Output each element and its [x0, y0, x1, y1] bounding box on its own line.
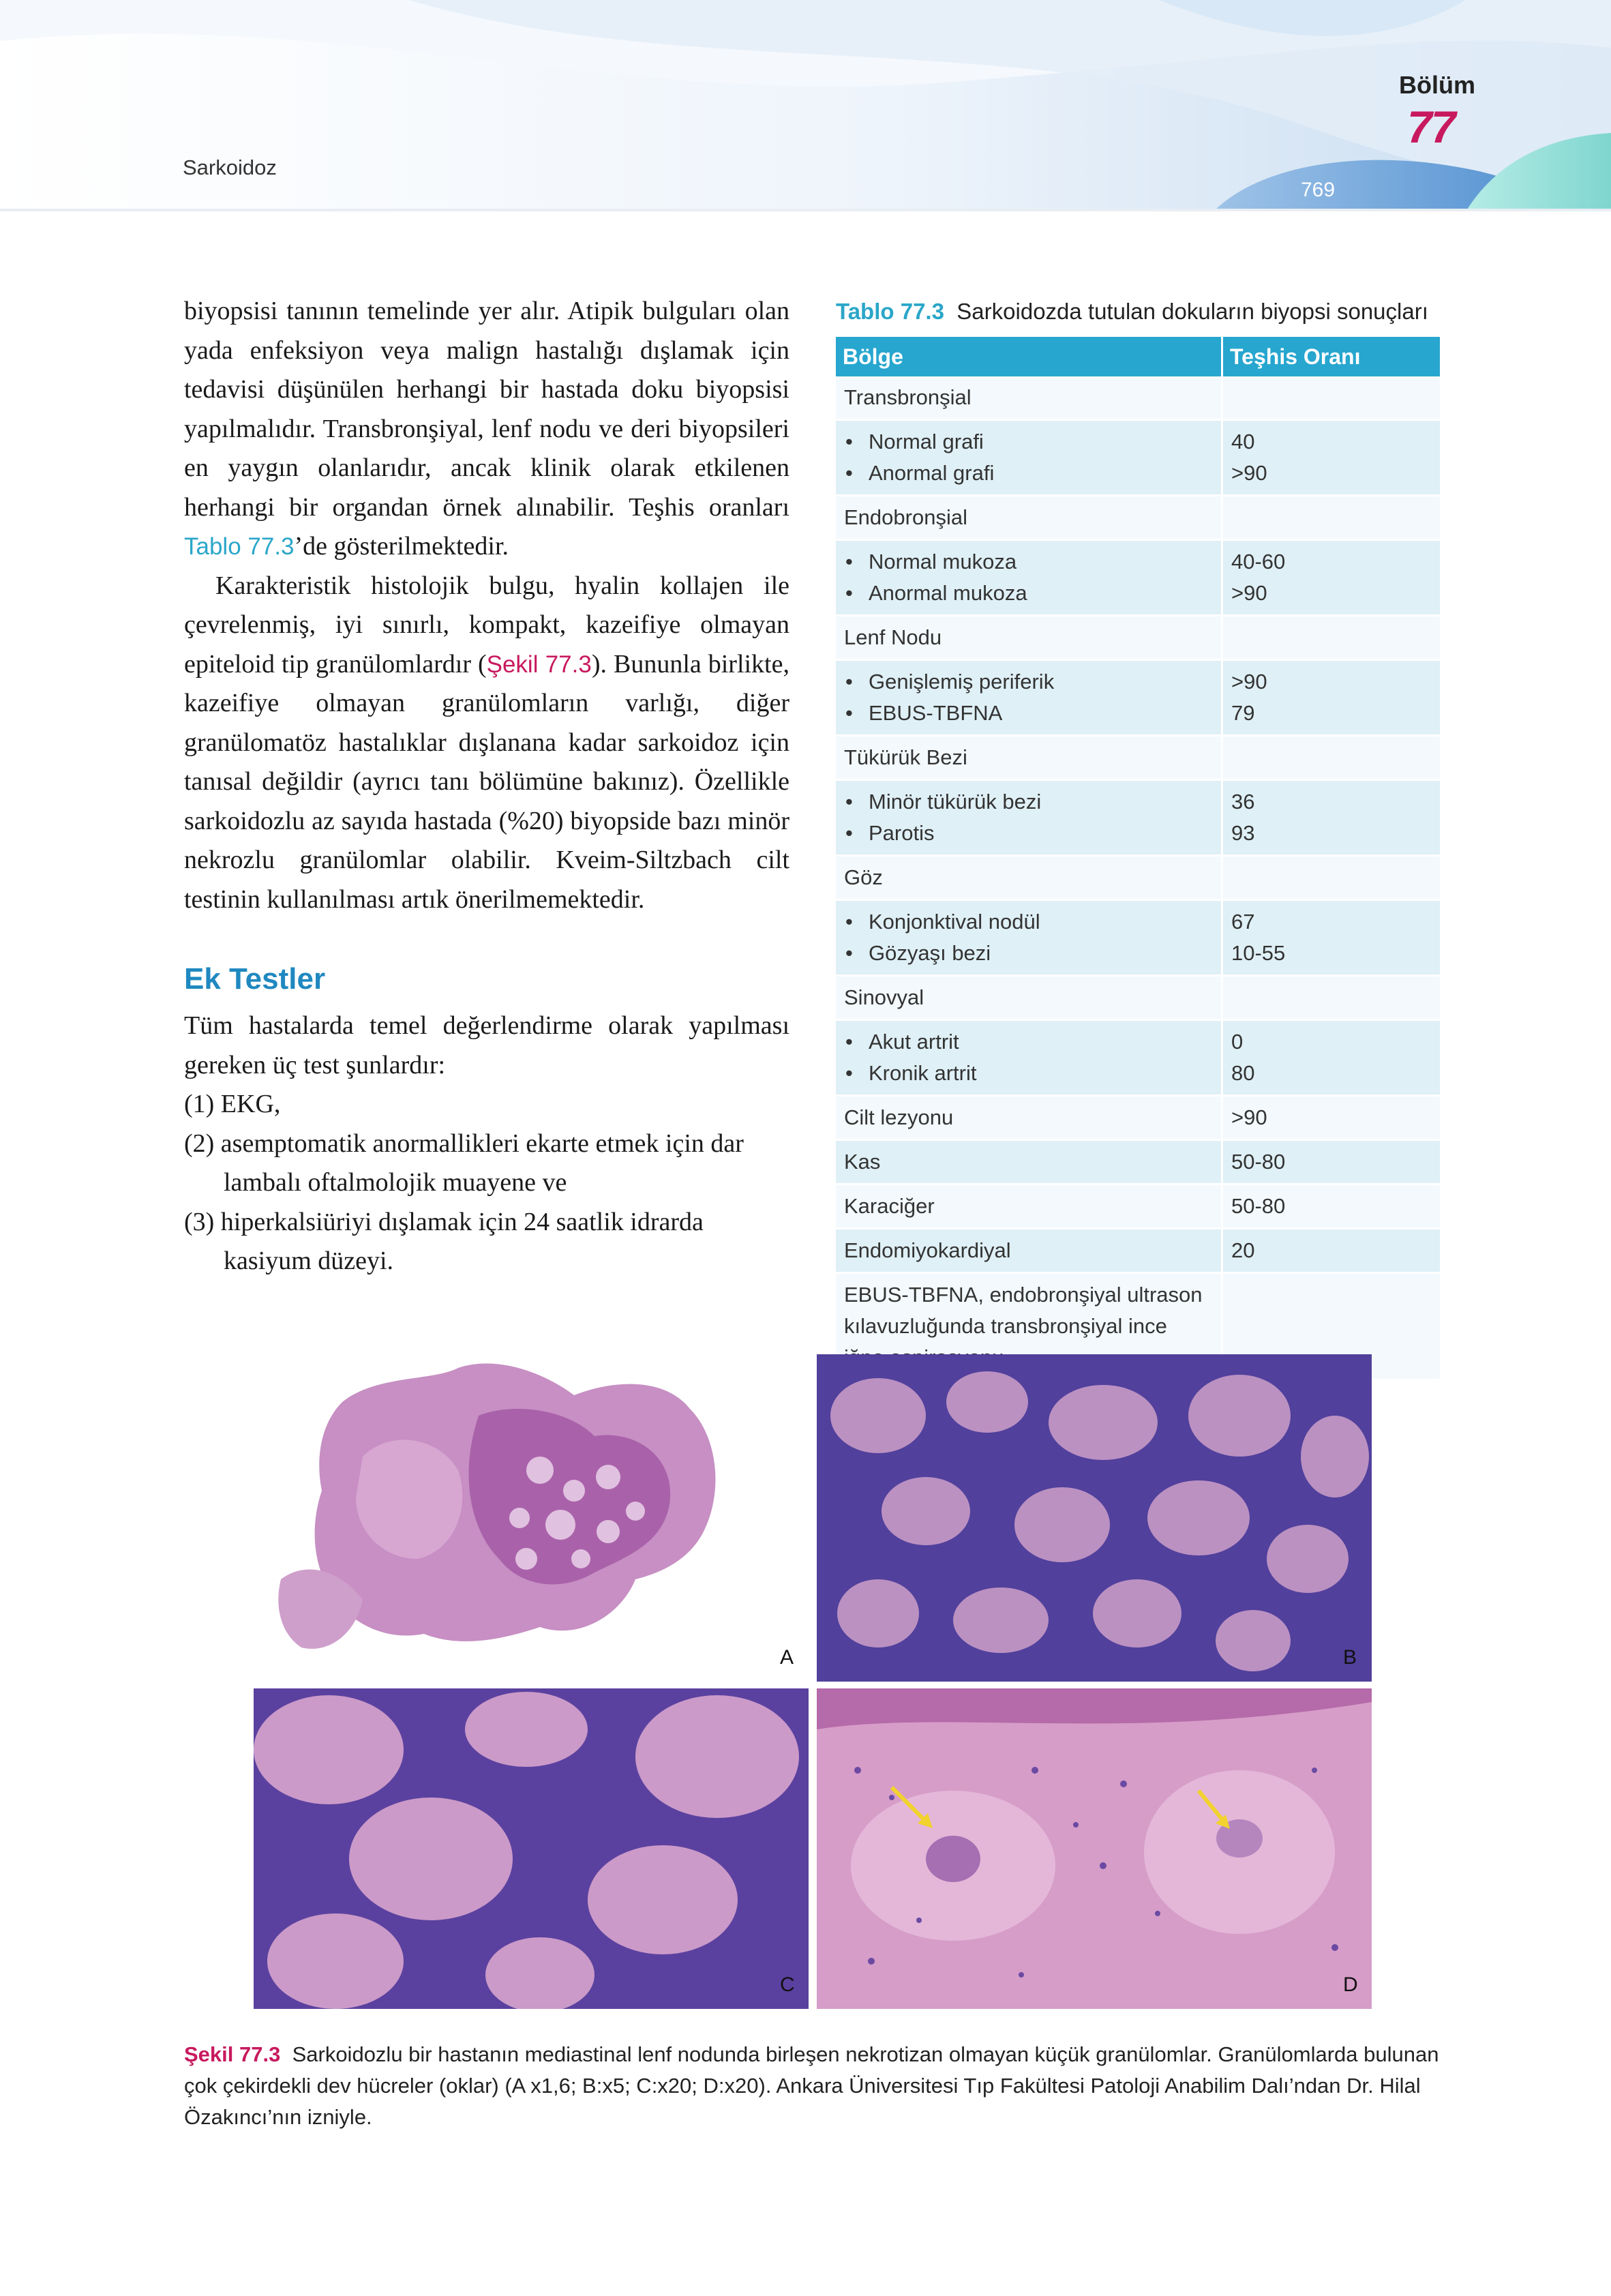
- figure-reference-link[interactable]: Şekil 77.3: [486, 651, 592, 678]
- table-item-label: • Anormal grafi: [844, 458, 1213, 489]
- figure-caption: [184, 2039, 1441, 2133]
- panel-label-a: A: [780, 1646, 794, 1669]
- panel-c-image: [254, 1688, 809, 2009]
- table-value: 67: [1231, 910, 1255, 934]
- table-caption-text: Sarkoidozda tutulan dokuların biyopsi sonuçları: [957, 299, 1428, 324]
- table-row: [836, 540, 1440, 616]
- panel-d-image: [817, 1688, 1372, 2009]
- table-value: 40: [1231, 430, 1255, 453]
- table-group-row: [836, 376, 1440, 420]
- test-list-item: (1) EKG,: [184, 1090, 281, 1118]
- group-label: Transbronşial: [836, 376, 1222, 420]
- table-item-label: • Konjonktival nodül: [844, 906, 1213, 938]
- table-item-label: Karaciğer: [836, 1184, 1222, 1229]
- table-item-label: • Kronik artrit: [844, 1058, 1213, 1089]
- table-value: >90: [1231, 581, 1267, 605]
- panel-b-image: [817, 1354, 1372, 1682]
- table-row: [836, 1140, 1440, 1184]
- histology-panel-b: [817, 1354, 1372, 1682]
- test-list-item: (2) asemptomatik anormallikleri ekarte etmek için dar lambalı oftalmolojik muayene ve: [184, 1129, 744, 1197]
- table-item-label: • Gözyaşı bezi: [844, 938, 1213, 969]
- table-item-label: Kas: [836, 1140, 1222, 1184]
- table-footnote: EBUS-TBFNA, endobronşiyal ultrason kılavuzluğunda transbronşiyal ince: [836, 1273, 1222, 1380]
- paragraph-1-start: biyopsisi tanının temelinde yer alır. Atipik bulguları olan yada enfeksiyon veya malign hastalığı dışlamak için tedavisi düşünülen herhangi bir hastada doku biyopsisi yapılmalıdır. Transbronşiyal, lenf nodu ve deri biyopsileri en yaygın olanlarıdır, ancak klinik olarak etkilenen herhangi bir organdan örnek alınabilir. Teşhis oranları: [184, 297, 789, 522]
- table-value: 50-80: [1222, 1184, 1441, 1229]
- table-row: [836, 1020, 1440, 1096]
- table-value: 10-55: [1231, 941, 1286, 965]
- table-item-label: • Normal grafi: [844, 426, 1213, 458]
- body-text-column: [184, 292, 789, 1281]
- panel-label-b: B: [1343, 1646, 1357, 1669]
- table-value: 20: [1222, 1229, 1441, 1273]
- column-header-diagnostic-rate: Teşhis Oranı: [1222, 337, 1441, 376]
- figure-caption-label: Şekil 77.3: [184, 2042, 281, 2066]
- paragraph-1: [184, 292, 789, 567]
- table-row: [836, 1184, 1440, 1229]
- table-value: 93: [1231, 821, 1255, 845]
- paragraph-3: Tüm hastalarda temel değerlendirme olarak yapılması gereken üç test şunlardır:: [184, 1011, 789, 1079]
- table-item-label: Cilt lezyonu: [836, 1096, 1222, 1140]
- running-title: Sarkoidoz: [183, 155, 277, 179]
- histology-panel-d: [817, 1688, 1372, 2009]
- chapter-number: 77: [1407, 102, 1455, 152]
- panel-label-d: D: [1343, 1973, 1358, 1996]
- table-item-label: • Anormal mukoza: [844, 578, 1213, 609]
- table-value: 0: [1231, 1030, 1244, 1054]
- table-value: 40-60: [1231, 550, 1286, 573]
- paragraph-2: [184, 567, 789, 920]
- biopsy-table-block: [836, 295, 1440, 1379]
- group-label: Tükürük Bezi: [836, 736, 1222, 780]
- section-heading: Ek Testler: [184, 962, 326, 996]
- table-group-row: [836, 616, 1440, 660]
- table-row: [836, 1229, 1440, 1273]
- table-item-label: • Parotis: [844, 818, 1213, 849]
- table-value: >90: [1231, 670, 1267, 694]
- table-value: 36: [1231, 790, 1255, 814]
- table-group-row: [836, 496, 1440, 540]
- table-value: 50-80: [1222, 1140, 1441, 1184]
- group-label: Göz: [836, 856, 1222, 900]
- table-group-row: [836, 856, 1440, 900]
- table-value: 80: [1231, 1061, 1255, 1085]
- panel-label-c: C: [780, 1973, 795, 1996]
- chapter-label: Bölüm: [1399, 71, 1475, 99]
- column-header-region: Bölge: [836, 337, 1222, 376]
- page-number: 769: [1301, 179, 1336, 201]
- group-label: Sinovyal: [836, 976, 1222, 1020]
- group-label: Lenf Nodu: [836, 616, 1222, 660]
- histology-panel-c: [254, 1688, 809, 2009]
- paragraph-2-start: Karakteristik histolojik bulgu, hyalin kollajen ile çevrelenmiş, iyi sınırlı, kompakt, kazeifiye olmayan epiteloid tip granülomlardır (: [184, 571, 789, 679]
- biopsy-results-table: [836, 337, 1440, 1379]
- table-value: >90: [1222, 1096, 1441, 1140]
- table-item-label: • Genişlemiş periferik: [844, 666, 1213, 698]
- table-reference-link[interactable]: Tablo 77.3: [184, 533, 295, 560]
- paragraph-2-end: ). Bununla birlikte, kazeifiye olmayan granülomların varlığı, diğer granülomatöz hastalıklar dışlanana kadar sarkoidoz için tanısal değildir (ayrıcı tanı bölümüne bakınız). Özellikle sarkoidozlu az sayıda hastada (%20) biyopside bazı minör nekrozlu granülomlar olabilir. Kveim-Siltzbach cilt testinin kullanılması artık önerilmemektedir.: [184, 649, 789, 914]
- table-row: [836, 660, 1440, 736]
- table-group-row: [836, 976, 1440, 1020]
- table-row: [836, 900, 1440, 976]
- group-label: Endobronşial: [836, 496, 1222, 540]
- table-row: [836, 1096, 1440, 1140]
- paragraph-1-end: ’de gösterilmektedir.: [294, 532, 509, 561]
- table-caption: [836, 295, 1440, 329]
- figure-caption-text: Sarkoidozlu bir hastanın mediastinal lenf nodunda birleşen nekrotizan olmayan küçük granülomlar. Granülomlarda bulunan çok çekirdekli dev hücreler (oklar) (A x1,6; B:x5; C:x20; D:x20). Ankara Üniversitesi Tıp Fakültesi Patoloji Anabilim Dalı’ndan Dr. Hilal Özakıncı’nın izniyle.: [184, 2042, 1439, 2129]
- table-value: 79: [1231, 701, 1255, 725]
- panel-a-image: [254, 1354, 809, 1682]
- table-group-row: [836, 736, 1440, 780]
- table-value: >90: [1231, 461, 1267, 485]
- histology-figure: [254, 1354, 1372, 2009]
- table-row: [836, 420, 1440, 496]
- table-item-label: Endomiyokardiyal: [836, 1229, 1222, 1273]
- table-item-label: • EBUS-TBFNA: [844, 698, 1213, 729]
- table-item-label: • Normal mukoza: [844, 546, 1213, 578]
- test-list-item: (3) hiperkalsiüriyi dışlamak için 24 saatlik idrarda kasiyum düzeyi.: [184, 1207, 704, 1275]
- table-caption-label: Tablo 77.3: [836, 299, 944, 324]
- histology-panel-a: [254, 1354, 809, 1682]
- table-item-label: • Akut artrit: [844, 1026, 1213, 1058]
- table-item-label: • Minör tükürük bezi: [844, 786, 1213, 818]
- table-row: [836, 780, 1440, 856]
